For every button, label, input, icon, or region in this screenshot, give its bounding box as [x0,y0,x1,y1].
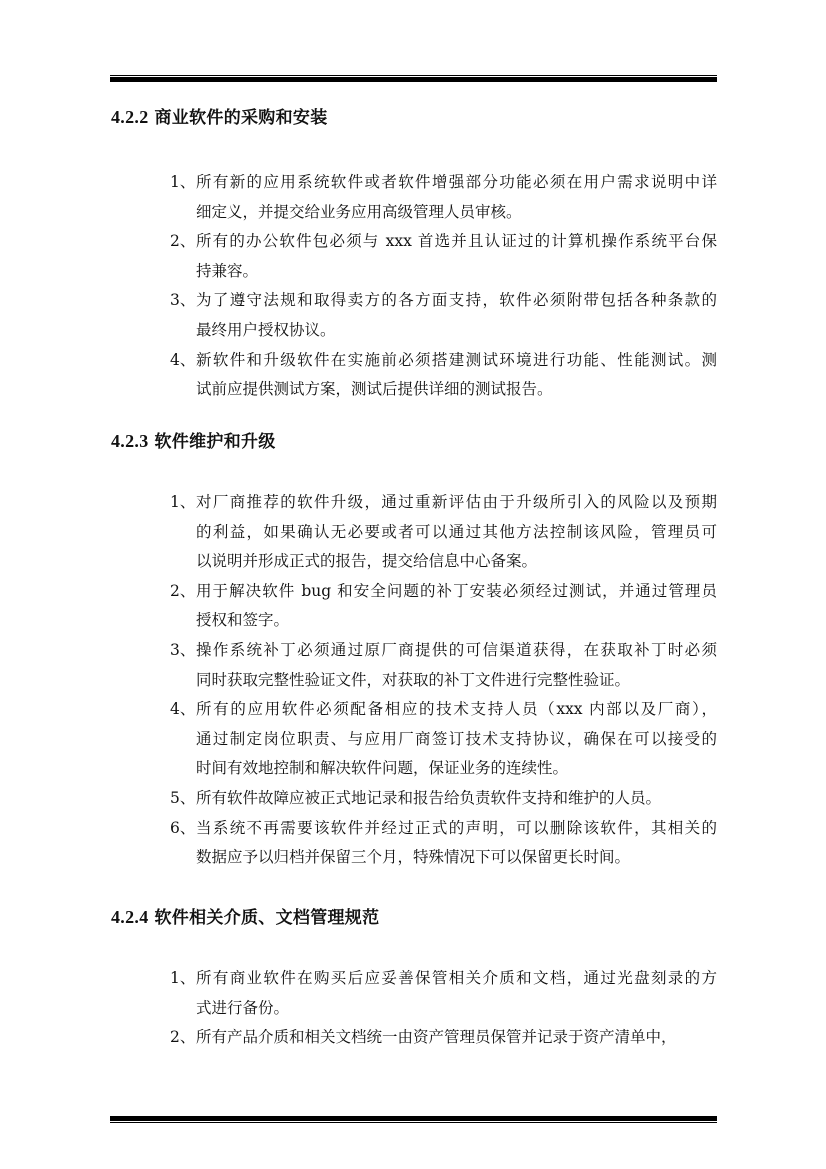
list-item [170,636,717,695]
item-text-line: 式进行备份。 [196,998,290,1017]
section-list [170,964,717,1053]
section-title: 软件维护和升级 [154,432,276,452]
item-text-line: 用于解决软件 bug 和安全问题的补丁安装必须经过测试，并通过管理员 [196,581,717,600]
list-item [170,964,717,1023]
item-text-line: 时间有效地控制和解决软件问题，保证业务的连续性。 [196,759,569,778]
item-text-line: 授权和签字。 [196,611,290,630]
item-text-line: 所有新的应用系统软件或者软件增强部分功能必须在用户需求说明中详 [196,173,717,191]
item-number: 1、 [170,173,196,191]
list-item [170,814,717,873]
item-number: 1、 [170,493,196,511]
list-item [170,227,717,286]
section-heading [111,105,328,130]
item-text-line: 新软件和升级软件在实施前必须搭建测试环境进行功能、性能测试。测 [196,350,717,369]
item-text-line: 所有商业软件在购买后应妥善保管相关介质和文档，通过光盘刻录的方 [196,969,717,987]
list-item [170,1023,717,1053]
item-text-line: 试前应提供测试方案，测试后提供详细的测试报告。 [196,380,553,399]
item-number: 2、 [170,581,196,600]
list-item [170,488,717,577]
list-item [170,286,717,345]
item-text-line: 的利益，如果确认无必要或者可以通过其他方法控制该风险，管理员可 [196,522,717,541]
section-number: 4.2.3 [111,431,149,451]
item-number: 4、 [170,350,196,369]
list-item [170,346,717,405]
item-text-line: 细定义，并提交给业务应用高级管理人员审核。 [196,202,522,221]
item-text-line: 通过制定岗位职责、与应用厂商签订技术支持协议，确保在可以接受的 [196,729,717,748]
item-text-line: 所有的应用软件必须配备相应的技术支持人员（xxx 内部以及厂商）， [196,700,717,719]
section-heading [111,429,276,454]
item-text-line: 为了遵守法规和取得卖方的各方面支持，软件必须附带包括各种条款的 [196,291,717,310]
section-list [170,488,717,873]
section-title: 软件相关介质、文档管理规范 [154,908,380,928]
item-text-line: 数据应予以归档并保留三个月，特殊情况下可以保留更长时间。 [196,848,631,867]
list-item [170,784,717,814]
header-rule [110,75,717,82]
item-number: 3、 [170,640,196,659]
footer-rule [110,1116,717,1123]
item-number: 5、 [170,788,196,807]
item-text-line: 以说明并形成正式的报告，提交给信息中心备案。 [196,552,538,571]
item-number: 2、 [170,1028,196,1047]
section-list [170,168,717,405]
section-heading [111,905,379,930]
item-text-line: 同时获取完整性验证文件，对获取的补丁文件进行完整性验证。 [196,670,631,689]
item-text-line: 最终用户授权协议。 [196,320,336,339]
item-text-line: 对厂商推荐的软件升级，通过重新评估由于升级所引入的风险以及预期 [196,493,717,511]
item-text-line: 所有的办公软件包必须与 xxx 首选并且认证过的计算机操作系统平台保 [196,232,717,251]
list-item [170,168,717,227]
item-number: 1、 [170,969,196,987]
item-number: 4、 [170,700,196,719]
item-text-line: 持兼容。 [196,261,259,280]
item-number: 6、 [170,818,196,837]
list-item [170,577,717,636]
item-text-line: 所有产品介质和相关文档统一由资产管理员保管并记录于资产清单中， [196,1028,677,1047]
section-number: 4.2.4 [111,907,149,927]
item-text-line: 操作系统补丁必须通过原厂商提供的可信渠道获得，在获取补丁时必须 [196,640,717,659]
item-number: 2、 [170,232,196,251]
section-number: 4.2.2 [111,107,149,127]
item-text-line: 所有软件故障应被正式地记录和报告给负责软件支持和维护的人员。 [196,788,662,807]
item-text-line: 当系统不再需要该软件并经过正式的声明，可以删除该软件，其相关的 [196,818,717,837]
list-item [170,695,717,784]
item-number: 3、 [170,291,196,310]
section-title: 商业软件的采购和安装 [154,108,328,128]
